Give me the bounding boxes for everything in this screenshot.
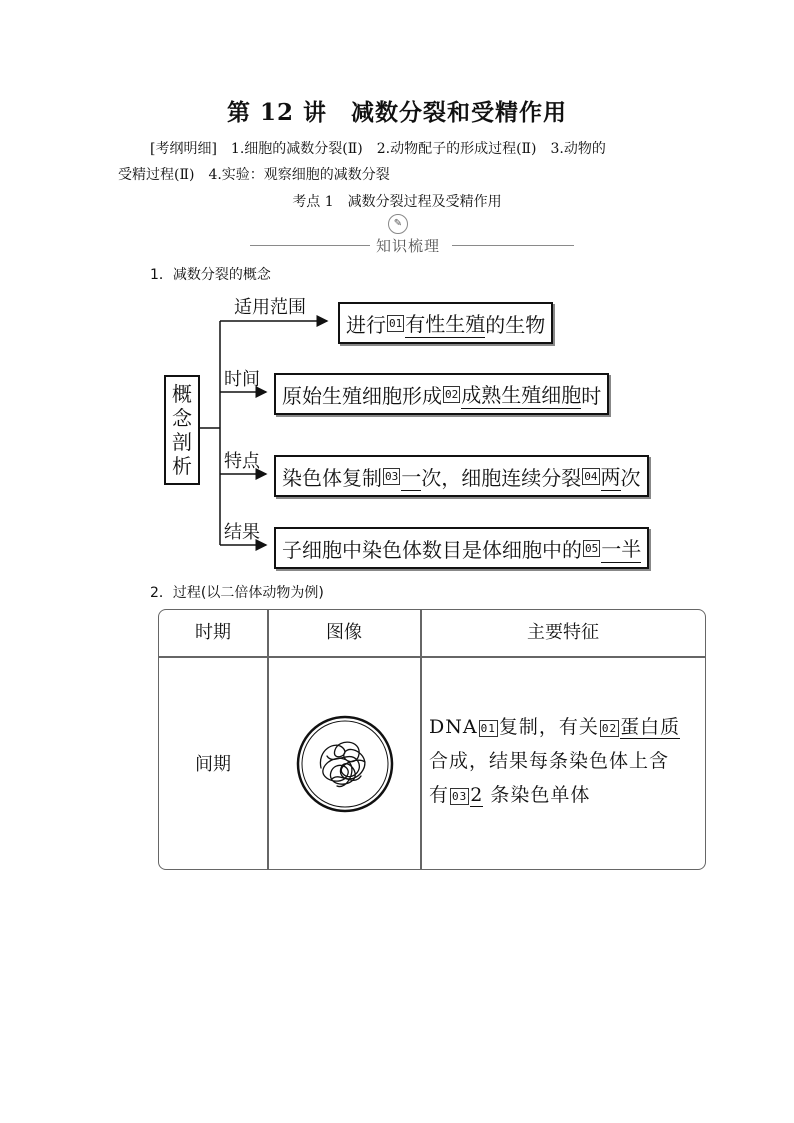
blank-number: 01 <box>389 316 403 330</box>
col-header-features: 主要特征 <box>527 622 599 643</box>
pencil-icon: ✎ <box>388 214 408 234</box>
answer-text: 一 <box>401 461 421 491</box>
box-text: 染色体复制 <box>282 465 382 490</box>
col-header-image: 图像 <box>326 622 362 643</box>
box-text: 的生物 <box>485 312 546 337</box>
box-text: 次，细胞连续分裂 <box>421 465 582 490</box>
root-char: 剖 <box>172 430 192 454</box>
branch-label-feature: 特点 <box>224 451 260 472</box>
feature-text: 有 <box>429 784 450 806</box>
box-text: 次 <box>620 465 641 490</box>
concept-box-time <box>274 373 609 415</box>
features-cell <box>429 710 699 812</box>
answer-text: 复制，有关 <box>498 716 599 738</box>
section2-heading: 2．过程(以二倍体动物为例) <box>150 585 324 601</box>
answer-text: 成熟生殖细胞 <box>461 379 581 409</box>
answer-text: 两 <box>601 461 621 491</box>
box-text: 时 <box>581 383 602 408</box>
blank-number: 03 <box>452 789 468 803</box>
blank-number: 03 <box>385 469 399 483</box>
outline-line-1: [考纲明细] 1.细胞的减数分裂(Ⅱ) 2.动物配子的形成过程(Ⅱ) 3.动物的 <box>150 141 606 157</box>
branch-label-time: 时间 <box>224 369 260 390</box>
section-banner: 知识梳理 <box>372 235 444 256</box>
answer-text: 2 <box>470 784 484 806</box>
feature-text: DNA <box>429 716 478 738</box>
box-text: 进行 <box>346 312 386 337</box>
root-char: 概 <box>172 382 192 406</box>
concept-box-feature <box>274 455 649 497</box>
feature-text: 合成，结果每条染色体上含 <box>429 750 670 772</box>
period-cell: 间期 <box>195 753 231 775</box>
page-title: 第 12 讲 减数分裂和受精作用 <box>226 99 568 126</box>
cell-interphase-image <box>291 710 399 818</box>
col-header-period: 时期 <box>195 622 231 643</box>
blank-number: 04 <box>584 469 598 483</box>
root-char: 析 <box>172 454 192 478</box>
blank-number: 05 <box>585 541 599 555</box>
blank-number: 02 <box>601 721 618 735</box>
branch-label-result: 结果 <box>224 522 260 543</box>
answer-text: 有性生殖 <box>405 308 485 338</box>
table-divider <box>267 610 269 869</box>
branch-label-scope: 适用范围 <box>234 297 306 318</box>
blank-number: 01 <box>480 721 496 735</box>
kaodian-heading: 考点 1 减数分裂过程及受精作用 <box>292 194 502 210</box>
concept-box-scope <box>338 302 553 344</box>
outline-line-2: 受精过程(Ⅱ) 4.实验：观察细胞的减数分裂 <box>118 167 390 183</box>
concept-root-box <box>164 375 200 485</box>
answer-text: 蛋白质 <box>620 716 681 738</box>
box-text: 原始生殖细胞形成 <box>282 383 442 408</box>
box-text: 子细胞中染色体数目是体细胞中的 <box>282 537 582 562</box>
table-divider <box>420 610 422 869</box>
answer-text: 一半 <box>601 533 641 563</box>
section1-heading: 1．减数分裂的概念 <box>150 267 271 283</box>
concept-box-result <box>274 527 649 569</box>
process-table <box>158 609 706 870</box>
feature-text: 条染色单体 <box>483 784 591 806</box>
blank-number: 02 <box>445 387 459 401</box>
root-char: 念 <box>172 406 192 430</box>
